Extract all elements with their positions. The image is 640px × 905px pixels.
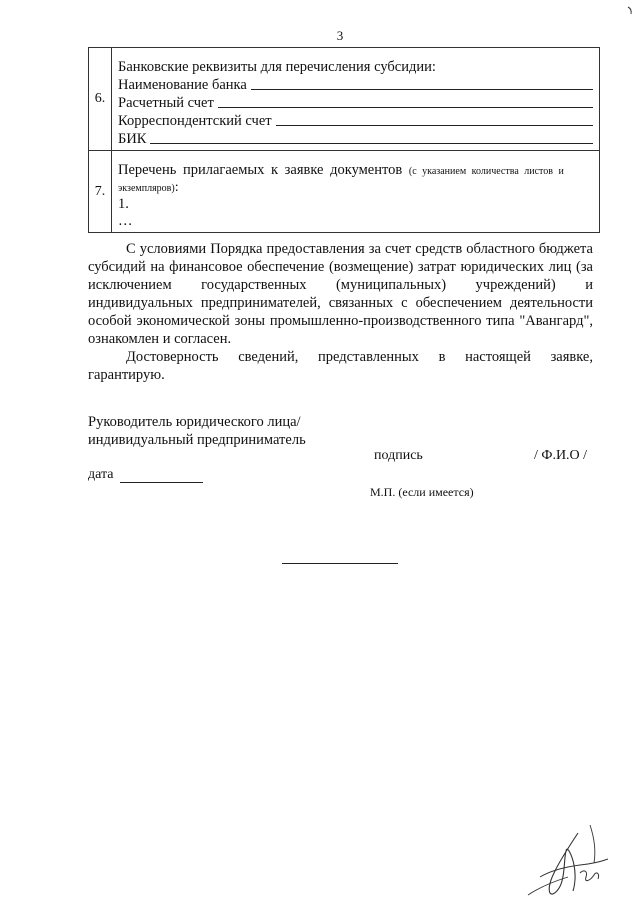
documents-note: (с указанием количества листов и [408, 166, 564, 177]
table-row-6 [89, 48, 600, 151]
documents-title-text: Перечень прилагаемых к заявке документов [118, 162, 403, 178]
document-item-1[interactable]: 1. [118, 196, 129, 212]
corner-mark [627, 6, 635, 16]
field-label: БИК [118, 131, 147, 147]
application-table [88, 47, 600, 233]
field-label: Наименование банка [118, 77, 247, 93]
documents-note-end: экземпляров) [118, 183, 175, 194]
bik-field[interactable] [118, 130, 593, 148]
signatory-title [88, 413, 306, 449]
fill-line [218, 106, 593, 108]
signature-label: подпись [374, 448, 423, 463]
date-field-line[interactable] [120, 482, 203, 483]
bank-name-field[interactable] [118, 76, 593, 94]
field-label: Корреспондентский счет [118, 113, 272, 129]
fill-line [150, 142, 593, 144]
guarantee-paragraph [88, 348, 593, 384]
documents-list-title [118, 161, 593, 181]
document-item-more: … [118, 213, 133, 229]
signatory-line-1: Руководитель юридического лица/ [88, 414, 301, 430]
correspondent-account-field[interactable] [118, 112, 593, 130]
full-name-label: / Ф.И.О / [534, 448, 588, 463]
end-separator-line [282, 563, 398, 564]
bank-details-title: Банковские реквизиты для перечисления субсидии: [118, 59, 436, 75]
row-number: 7. [89, 151, 112, 233]
guarantee-text: Достоверность сведений, представленных в настоящей заявке, гарантирую. [88, 349, 593, 383]
fill-line [251, 88, 593, 90]
conditions-text: С условиями Порядка предоставления за счет средств областного бюджета субсидий на финансовое обеспечение (возмещение) затрат юридических лиц (за исключением государственных (муниципальных) учреждений) и индивидуальных предпринимателей, связанных с обеспечением деятельности особой экономической зоны промышленно-производственного типа "Авангард", ознакомлен и согласен. [88, 241, 593, 347]
fill-line [276, 124, 593, 126]
row-number: 6. [89, 48, 112, 151]
date-label: дата [88, 467, 114, 482]
bank-details-cell [112, 48, 600, 151]
handwritten-signature [520, 815, 620, 900]
table-row-7 [89, 151, 600, 233]
stamp-place-label: М.П. (если имеется) [370, 485, 474, 499]
page-number: 3 [336, 28, 344, 43]
documents-list-cell [112, 151, 600, 233]
documents-note-continued [118, 181, 593, 196]
conditions-paragraph [88, 240, 593, 348]
signatory-line-2: индивидуальный предприниматель [88, 432, 306, 448]
documents-colon: : [174, 180, 179, 195]
settlement-account-field[interactable] [118, 94, 593, 112]
field-label: Расчетный счет [118, 95, 214, 111]
